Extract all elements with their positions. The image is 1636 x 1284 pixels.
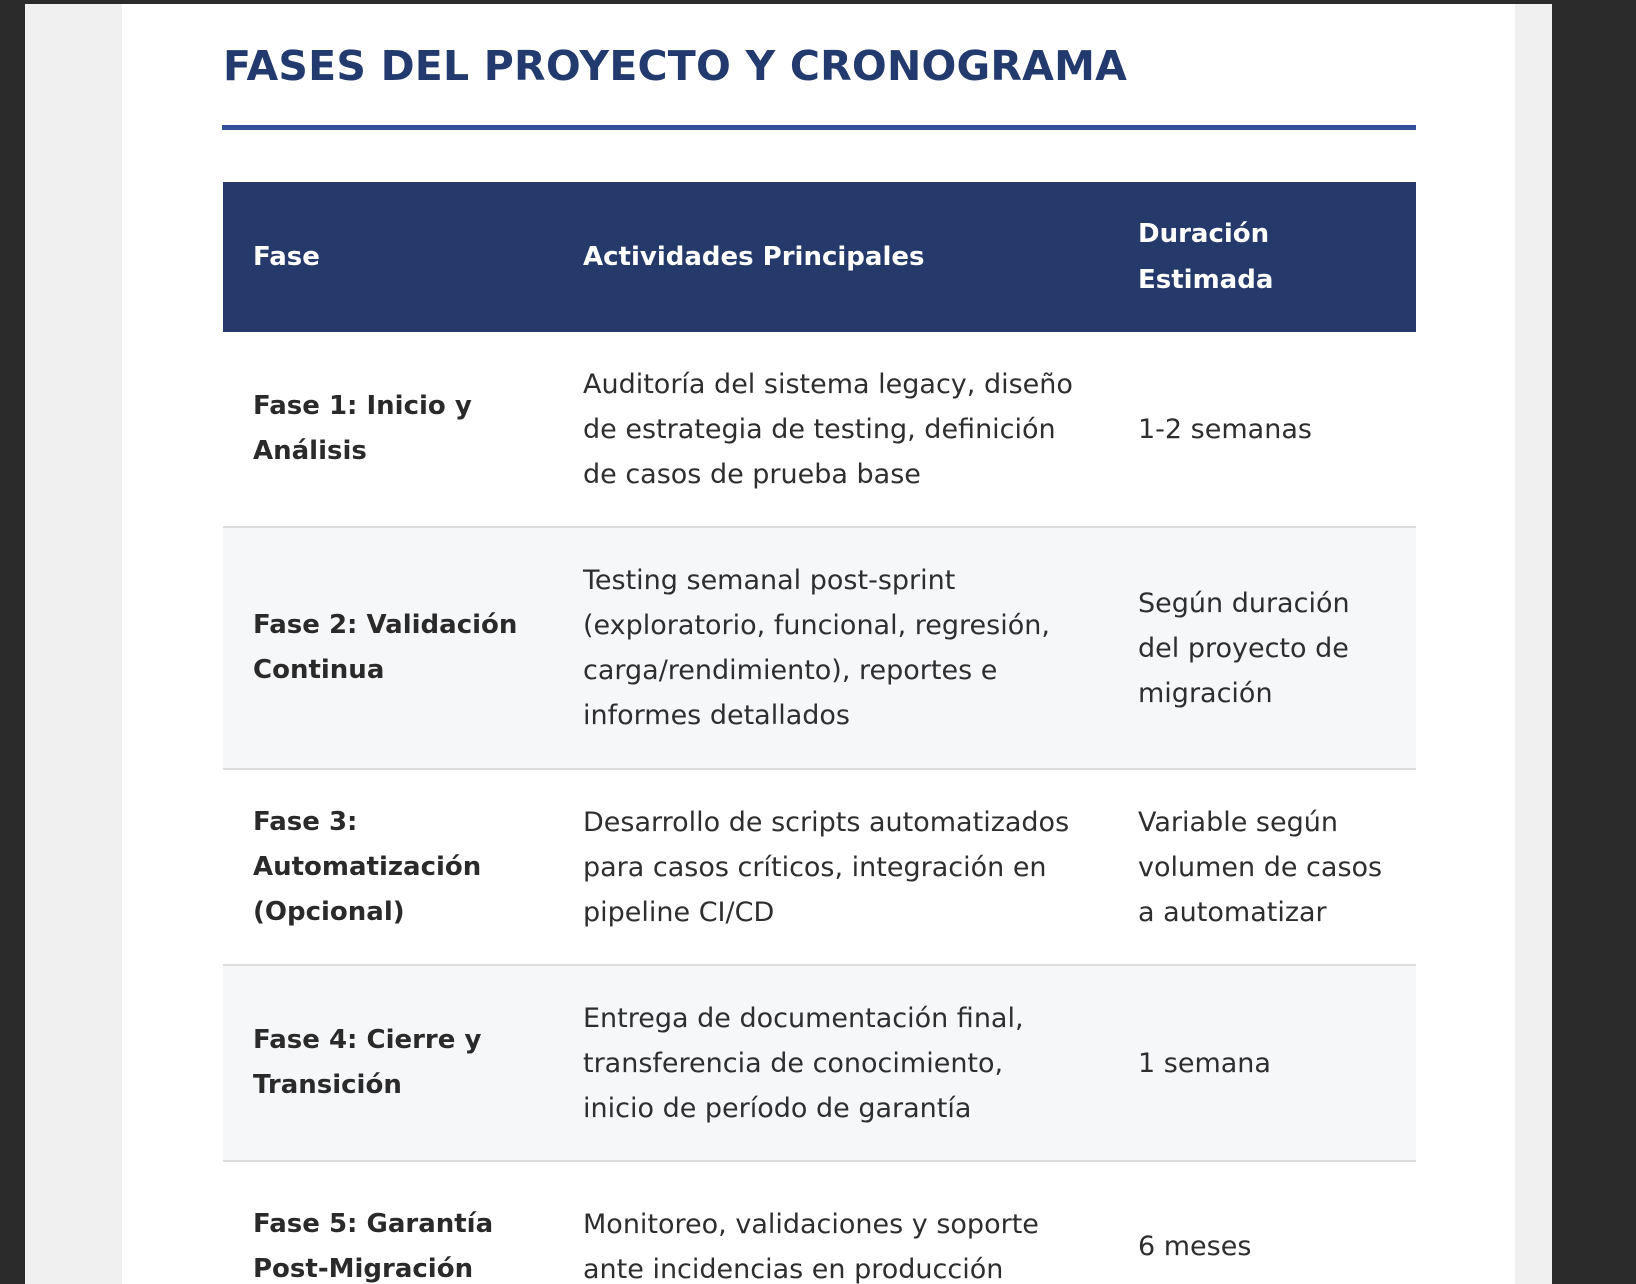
table-row	[223, 332, 1416, 527]
duration-cell: Según duración del proyecto de migración	[1108, 527, 1416, 769]
activities-cell: Desarrollo de scripts automatizados para casos críticos, integración en pipeline CI/CD	[553, 769, 1108, 965]
phase-cell: Fase 5: Garantía Post-Migración	[253, 1208, 494, 1284]
header-duration: Duración Estimada	[1108, 182, 1416, 332]
duration-cell: 6 meses	[1138, 1231, 1252, 1262]
duration-cell: 1-2 semanas	[1108, 332, 1416, 527]
table-row	[223, 1161, 1416, 1284]
phase-cell: Fase 1: Inicio y Análisis	[223, 332, 553, 527]
activities-cell: Auditoría del sistema legacy, diseño de estrategia de testing, definición de casos de prueba base	[553, 332, 1108, 527]
phase-cell: Fase 4: Cierre y Transición	[223, 965, 553, 1161]
page-title: FASES DEL PROYECTO Y CRONOGRAMA	[223, 42, 1128, 90]
duration-cell: Variable según volumen de casos a automatizar	[1108, 769, 1416, 965]
project-phases-table	[223, 182, 1416, 1284]
header-activities: Actividades Principales	[553, 182, 1108, 332]
table-row	[223, 965, 1416, 1161]
table-row	[223, 527, 1416, 769]
duration-cell: 1 semana	[1108, 965, 1416, 1161]
activities-cell: Monitoreo, validaciones y soporte ante incidencias en producción	[583, 1208, 1039, 1284]
document-page	[122, 4, 1515, 1284]
phase-cell: Fase 3: Automatización (Opcional)	[223, 769, 553, 965]
activities-cell: Entrega de documentación final, transferencia de conocimiento, inicio de período de garantía	[553, 965, 1108, 1161]
title-divider	[222, 125, 1416, 130]
header-phase: Fase	[223, 182, 553, 332]
activities-cell: Testing semanal post-sprint (exploratorio, funcional, regresión, carga/rendimiento), reportes e informes detallados	[553, 527, 1108, 769]
table-row	[223, 769, 1416, 965]
phase-cell: Fase 2: Validación Continua	[223, 527, 553, 769]
table-header-row	[223, 182, 1416, 332]
